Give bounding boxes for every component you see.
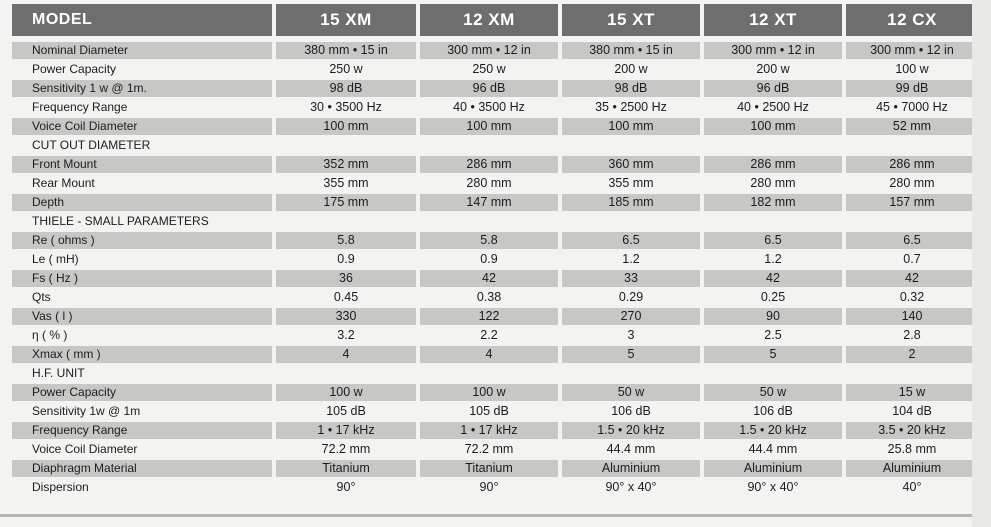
row-label: Depth (12, 194, 272, 211)
value-cell: 0.38 (476, 290, 502, 304)
row-label: Rear Mount (32, 176, 95, 190)
row-label: Sensitivity 1w @ 1m (32, 404, 141, 418)
value-cell: 355 mm (608, 176, 654, 190)
value-cell: 6.5 (562, 232, 700, 249)
value-cell: 42 (846, 270, 978, 287)
value-cell: Aluminium (846, 460, 978, 477)
table-row (12, 479, 978, 498)
value-cell: 36 (276, 270, 416, 287)
value-cell: 45 • 7000 Hz (876, 100, 948, 114)
row-label: Re ( ohms ) (12, 232, 272, 249)
row-label: Sensitivity 1 w @ 1m. (12, 80, 272, 97)
value-cell: 4 (420, 346, 558, 363)
value-cell: 106 dB (753, 404, 793, 418)
table-row (12, 194, 978, 213)
value-cell: 50 w (562, 384, 700, 401)
value-cell: 5 (704, 346, 842, 363)
value-cell: 105 dB (469, 404, 509, 418)
value-cell: 40 • 2500 Hz (737, 100, 809, 114)
table-row (12, 80, 978, 99)
table-row (12, 232, 978, 251)
value-cell: 90° (336, 480, 356, 494)
value-cell: 40° (902, 480, 922, 494)
row-label: Xmax ( mm ) (12, 346, 272, 363)
value-cell: 122 (420, 308, 558, 325)
table-row (12, 175, 978, 194)
value-cell: 280 mm (466, 176, 512, 190)
value-cell: 0.9 (480, 252, 498, 266)
value-cell: Aluminium (562, 460, 700, 477)
value-cell: 33 (562, 270, 700, 287)
value-cell: 200 w (614, 62, 648, 76)
value-cell: 100 w (895, 62, 929, 76)
value-cell: 286 mm (704, 156, 842, 173)
value-cell: 90 (704, 308, 842, 325)
table-row (12, 156, 978, 175)
value-cell: 50 w (704, 384, 842, 401)
value-cell: 280 mm (889, 176, 935, 190)
value-cell: 330 (276, 308, 416, 325)
value-cell: 286 mm (420, 156, 558, 173)
value-cell: 100 w (276, 384, 416, 401)
page-edge (972, 0, 991, 527)
value-cell: 0.9 (337, 252, 355, 266)
row-label: Nominal Diameter (12, 42, 272, 59)
table-row (12, 327, 978, 346)
value-cell: 44.4 mm (606, 442, 656, 456)
row-label: Qts (32, 290, 51, 304)
row-label: Diaphragm Material (12, 460, 272, 477)
section-label: H.F. UNIT (32, 366, 85, 380)
value-cell: 157 mm (846, 194, 978, 211)
value-cell: 250 w (472, 62, 506, 76)
value-cell: 72.2 mm (464, 442, 514, 456)
row-label: Voice Coil Diameter (32, 442, 138, 456)
value-cell: 42 (420, 270, 558, 287)
spec-table (12, 4, 978, 500)
value-cell: 105 dB (326, 404, 366, 418)
page-bottom-rule (0, 514, 991, 517)
header-15xm: 15 XM (276, 4, 416, 36)
value-cell: 30 • 3500 Hz (310, 100, 382, 114)
value-cell: 100 w (420, 384, 558, 401)
table-row (12, 346, 978, 365)
value-cell: 286 mm (846, 156, 978, 173)
row-label: Le ( mH) (32, 252, 79, 266)
value-cell: 300 mm • 12 in (846, 42, 978, 59)
value-cell: 270 (562, 308, 700, 325)
value-cell: 5.8 (420, 232, 558, 249)
header-15xt: 15 XT (562, 4, 700, 36)
value-cell: 98 dB (276, 80, 416, 97)
value-cell: 2.5 (764, 328, 782, 342)
header-12xt: 12 XT (704, 4, 842, 36)
value-cell: 96 dB (420, 80, 558, 97)
value-cell: 2.8 (903, 328, 921, 342)
value-cell: 3 (627, 328, 635, 342)
value-cell: 100 mm (704, 118, 842, 135)
table-row (12, 384, 978, 403)
row-label: Power Capacity (12, 384, 272, 401)
row-label: Fs ( Hz ) (12, 270, 272, 287)
value-cell: 1.5 • 20 kHz (704, 422, 842, 439)
value-cell: 6.5 (704, 232, 842, 249)
value-cell: Aluminium (704, 460, 842, 477)
value-cell: 5 (562, 346, 700, 363)
table-row (12, 403, 978, 422)
value-cell: 96 dB (704, 80, 842, 97)
value-cell: 1.2 (764, 252, 782, 266)
value-cell: 99 dB (846, 80, 978, 97)
row-label: Dispersion (32, 480, 89, 494)
value-cell: 44.4 mm (748, 442, 798, 456)
value-cell: 35 • 2500 Hz (595, 100, 667, 114)
value-cell: Titanium (420, 460, 558, 477)
value-cell: 104 dB (892, 404, 932, 418)
value-cell: 90° (479, 480, 499, 494)
value-cell: 40 • 3500 Hz (453, 100, 525, 114)
value-cell: 147 mm (420, 194, 558, 211)
table-row (12, 422, 978, 441)
value-cell: 360 mm (562, 156, 700, 173)
section-row (12, 365, 978, 384)
table-row (12, 118, 978, 137)
value-cell: 300 mm • 12 in (704, 42, 842, 59)
value-cell: 355 mm (323, 176, 369, 190)
value-cell: 182 mm (704, 194, 842, 211)
table-row (12, 270, 978, 289)
value-cell: 1.2 (622, 252, 640, 266)
value-cell: 380 mm • 15 in (276, 42, 416, 59)
value-cell: 25.8 mm (887, 442, 937, 456)
header-12cx: 12 CX (846, 4, 978, 36)
value-cell: 300 mm • 12 in (420, 42, 558, 59)
value-cell: 106 dB (611, 404, 651, 418)
table-row (12, 460, 978, 479)
value-cell: 15 w (846, 384, 978, 401)
row-label: Front Mount (12, 156, 272, 173)
value-cell: 0.32 (899, 290, 925, 304)
section-label: THIELE - SMALL PARAMETERS (32, 214, 209, 228)
row-label: Vas ( l ) (12, 308, 272, 325)
value-cell: 2.2 (480, 328, 498, 342)
value-cell: 90° x 40° (605, 480, 657, 494)
value-cell: 380 mm • 15 in (562, 42, 700, 59)
table-row (12, 441, 978, 460)
value-cell: 98 dB (562, 80, 700, 97)
value-cell: 6.5 (846, 232, 978, 249)
value-cell: 100 mm (276, 118, 416, 135)
section-row (12, 137, 978, 156)
value-cell: 280 mm (750, 176, 796, 190)
header-row (12, 4, 978, 36)
value-cell: 185 mm (562, 194, 700, 211)
table-row (12, 99, 978, 118)
value-cell: 5.8 (276, 232, 416, 249)
table-row (12, 308, 978, 327)
value-cell: 0.29 (618, 290, 644, 304)
table-row (12, 61, 978, 80)
value-cell: 90° x 40° (747, 480, 799, 494)
value-cell: 4 (276, 346, 416, 363)
value-cell: 72.2 mm (321, 442, 371, 456)
value-cell: 3.5 • 20 kHz (846, 422, 978, 439)
value-cell: 52 mm (846, 118, 978, 135)
row-label: Power Capacity (32, 62, 117, 76)
row-label: Frequency Range (32, 100, 128, 114)
value-cell: 0.7 (903, 252, 921, 266)
value-cell: 1 • 17 kHz (276, 422, 416, 439)
value-cell: 42 (704, 270, 842, 287)
row-label: Frequency Range (12, 422, 272, 439)
value-cell: 3.2 (337, 328, 355, 342)
section-row (12, 213, 978, 232)
row-label: Voice Coil Diameter (12, 118, 272, 135)
value-cell: Titanium (276, 460, 416, 477)
value-cell: 100 mm (420, 118, 558, 135)
row-label: η ( % ) (32, 328, 68, 342)
value-cell: 200 w (756, 62, 790, 76)
table-row (12, 251, 978, 270)
header-12xm: 12 XM (420, 4, 558, 36)
value-cell: 0.45 (333, 290, 359, 304)
value-cell: 2 (846, 346, 978, 363)
header-model: MODEL (12, 4, 272, 36)
value-cell: 100 mm (562, 118, 700, 135)
section-label: CUT OUT DIAMETER (32, 138, 151, 152)
table-row (12, 42, 978, 61)
value-cell: 250 w (329, 62, 363, 76)
value-cell: 1 • 17 kHz (420, 422, 558, 439)
value-cell: 140 (846, 308, 978, 325)
table-row (12, 289, 978, 308)
value-cell: 352 mm (276, 156, 416, 173)
value-cell: 1.5 • 20 kHz (562, 422, 700, 439)
value-cell: 0.25 (760, 290, 786, 304)
value-cell: 175 mm (276, 194, 416, 211)
